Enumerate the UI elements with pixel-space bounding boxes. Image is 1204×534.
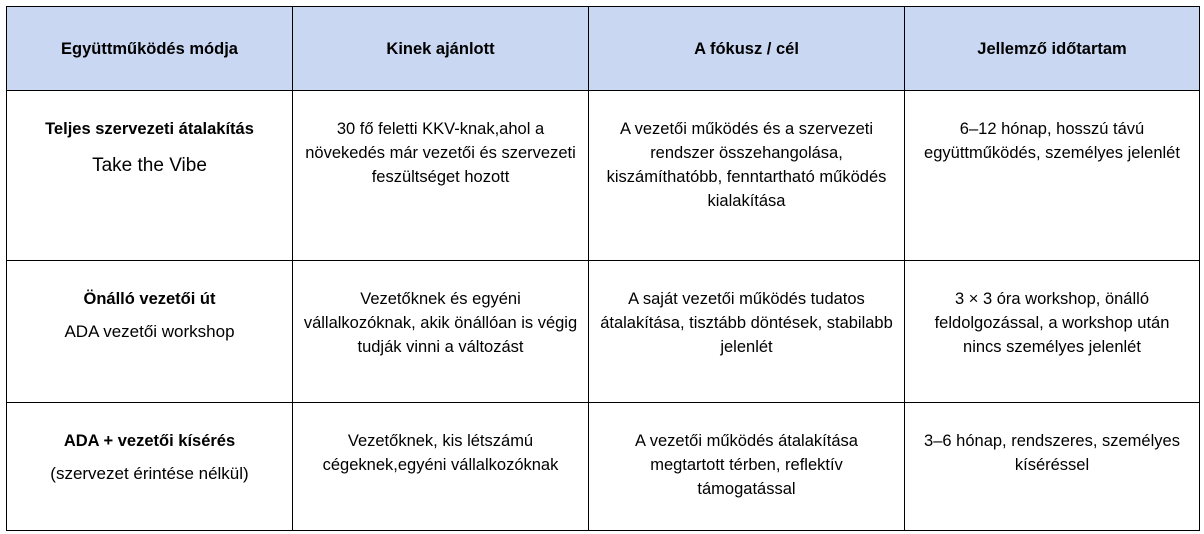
focus-cell	[589, 91, 905, 261]
focus-cell	[589, 261, 905, 403]
header-cooperation-mode: Együttműködés módja	[7, 7, 293, 91]
header-focus-goal: A fókusz / cél	[589, 7, 905, 91]
duration-cell	[905, 261, 1200, 403]
mode-subtitle: Take the Vibe	[92, 155, 207, 176]
recommended-for-cell	[293, 91, 589, 261]
duration-cell	[905, 91, 1200, 261]
recommended-for-text: Vezetőknek és egyéni vállalkozóknak, akik önállóan is végig tudják vinni a változást	[303, 290, 578, 356]
mode-cell	[7, 403, 293, 531]
recommended-for-cell	[293, 261, 589, 403]
recommended-for-text: Vezetőknek, kis létszámú cégeknek,egyéni vállalkozóknak	[322, 432, 559, 474]
focus-text: A saját vezetői működés tudatos átalakítása, tisztább döntések, stabilabb jelenlét	[600, 290, 893, 356]
mode-cell	[7, 261, 293, 403]
table-row	[7, 91, 1200, 261]
header-typical-duration: Jellemző időtartam	[905, 7, 1200, 91]
focus-cell	[589, 403, 905, 531]
table-row	[7, 261, 1200, 403]
mode-title: Önálló vezetői út	[83, 290, 216, 308]
table-wrapper	[6, 6, 1200, 531]
focus-text: A vezetői működés és a szervezeti rendszer összehangolása, kiszámíthatóbb, fenntartható működés kialakítása	[606, 120, 887, 210]
duration-cell	[905, 403, 1200, 531]
mode-title: Teljes szervezeti átalakítás	[45, 120, 254, 138]
recommended-for-cell	[293, 403, 589, 531]
header-recommended-for: Kinek ajánlott	[293, 7, 589, 91]
cooperation-modes-table	[6, 6, 1200, 531]
mode-title: ADA + vezetői kísérés	[63, 432, 236, 450]
table-row	[7, 403, 1200, 531]
mode-subtitle: (szervezet érintése nélkül)	[50, 464, 249, 483]
duration-text: 3 × 3 óra workshop, önálló feldolgozással, a workshop után nincs személyes jelenlét	[934, 290, 1170, 356]
recommended-for-text: 30 fő feletti KKV-knak,ahol a növekedés már vezetői és szervezeti feszültséget hozott	[305, 120, 576, 186]
mode-cell	[7, 91, 293, 261]
focus-text: A vezetői működés átalakítása megtartott térben, reflektív támogatással	[635, 432, 858, 498]
mode-subtitle: ADA vezetői workshop	[64, 322, 235, 341]
duration-text: 6–12 hónap, hosszú távú együttműködés, személyes jelenlét	[924, 120, 1180, 162]
table-header-row	[7, 7, 1200, 91]
duration-text: 3–6 hónap, rendszeres, személyes kíséréssel	[924, 432, 1180, 474]
